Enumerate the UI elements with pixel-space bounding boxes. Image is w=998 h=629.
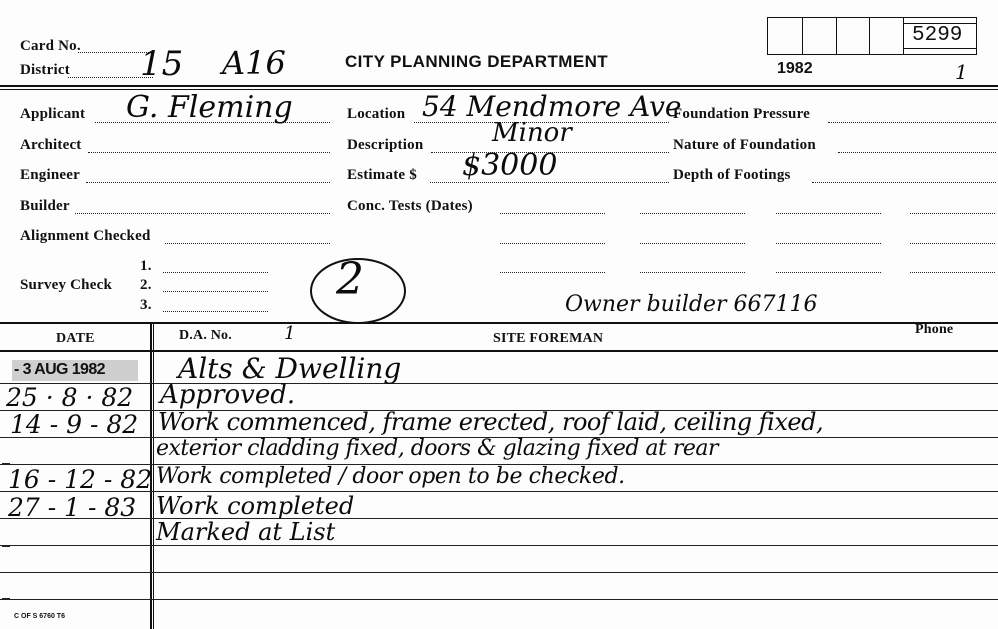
- log-row-date: 25 · 8 · 82: [6, 383, 134, 412]
- survey-label: Survey Check: [20, 277, 112, 293]
- log-row-entry: Work commenced, frame erected, roof laid, ceiling fixed,: [158, 408, 824, 436]
- description-value: Minor: [492, 118, 572, 148]
- header-divider: [0, 85, 998, 87]
- description-label: Description: [347, 137, 424, 153]
- foundation-pressure-label: Foundation Pressure: [673, 106, 811, 122]
- estimate-value: $3000: [462, 148, 558, 183]
- card-no-value: 15: [140, 44, 184, 84]
- district-value: A16: [222, 44, 286, 82]
- log-row-date: 16 - 12 - 82: [8, 465, 153, 494]
- owner-builder-note: Owner builder 667116: [565, 292, 818, 317]
- log-row-date: 27 - 1 - 83: [8, 493, 137, 522]
- alignment-label: Alignment Checked: [20, 228, 151, 244]
- log-row-entry: Alts & Dwelling: [178, 352, 402, 385]
- survey-item-3: 3.: [140, 297, 152, 313]
- da-header: D.A. No.: [179, 328, 232, 343]
- log-row-entry: exterior cladding fixed, doors & glazing fixed at rear: [156, 436, 719, 461]
- survey-item-1: 1.: [140, 258, 152, 274]
- da-mark: 1: [284, 323, 296, 344]
- card-no-label: Card No.: [20, 38, 81, 54]
- conc-tests-label: Conc. Tests (Dates): [347, 198, 473, 214]
- district-label: District: [20, 62, 70, 78]
- applicant-value: G. Fleming: [126, 90, 293, 125]
- nature-foundation-label: Nature of Foundation: [673, 137, 816, 153]
- year: 1982: [777, 60, 813, 77]
- circled-number: 2: [336, 254, 364, 305]
- location-label: Location: [347, 106, 406, 122]
- log-row-entry: Work completed: [156, 492, 355, 520]
- print-code: C OF S 6760 T6: [14, 613, 65, 620]
- depth-footings-label: Depth of Footings: [673, 167, 791, 183]
- log-row-entry: Approved.: [160, 380, 296, 410]
- survey-item-2: 2.: [140, 277, 152, 293]
- phone-header: Phone: [915, 322, 954, 337]
- log-row-date: 14 - 9 - 82: [10, 410, 139, 439]
- architect-label: Architect: [20, 137, 82, 153]
- log-row-entry: Work completed / door open to be checked.: [156, 464, 625, 489]
- estimate-label: Estimate $: [347, 167, 417, 183]
- corner-mark: 1: [955, 60, 968, 84]
- engineer-label: Engineer: [20, 167, 80, 183]
- applicant-label: Applicant: [20, 106, 86, 122]
- log-row-entry: Marked at List: [156, 518, 336, 546]
- date-header: DATE: [56, 331, 95, 346]
- department-title: CITY PLANNING DEPARTMENT: [345, 52, 609, 71]
- location-value: 54 Mendmore Ave: [422, 90, 682, 123]
- card-number: 5299: [912, 24, 963, 47]
- site-foreman-header: SITE FOREMAN: [493, 331, 604, 346]
- log-row-date: - 3 AUG 1982: [14, 361, 105, 378]
- builder-label: Builder: [20, 198, 70, 214]
